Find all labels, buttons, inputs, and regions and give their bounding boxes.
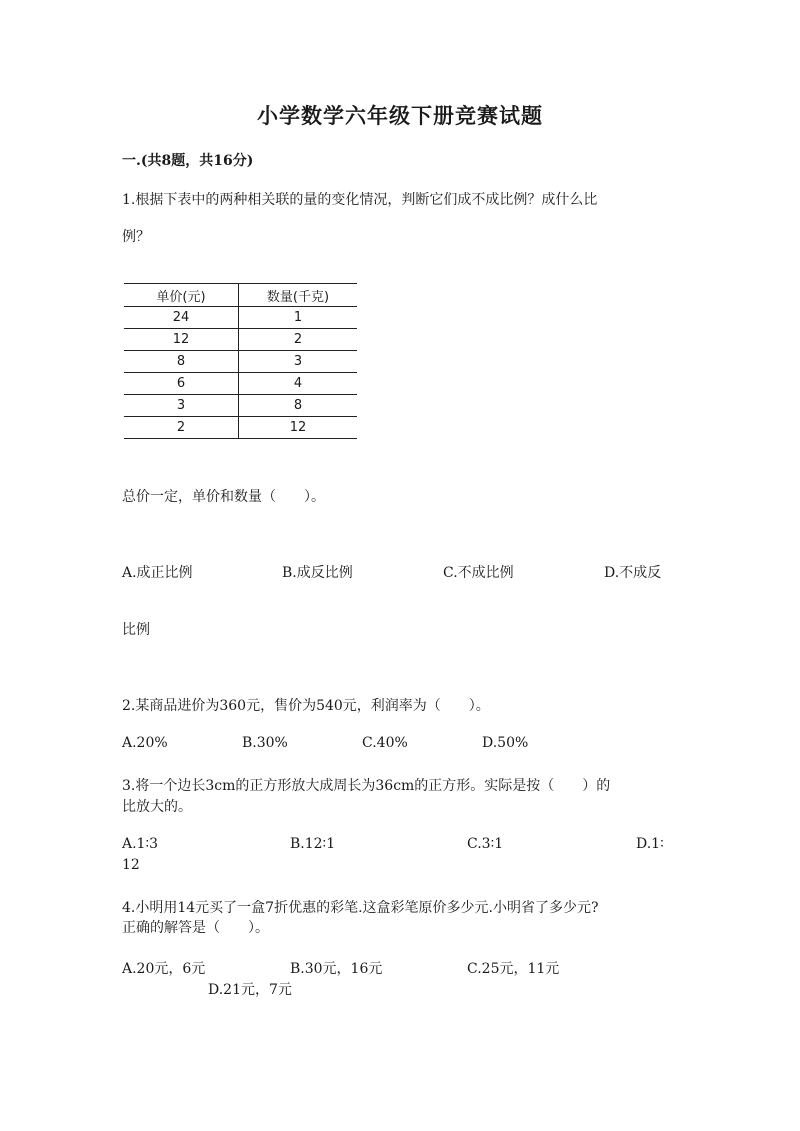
question-1-statement: 总价一定，单价和数量（ ）。 — [122, 489, 325, 505]
table-row — [124, 373, 357, 395]
table-row — [124, 329, 357, 351]
question-1-text-line1: 1.根据下表中的两种相关联的量的变化情况，判断它们成不成比例？成什么比 — [122, 192, 598, 208]
table-cell: 6 — [124, 373, 239, 395]
question-2-option-c[interactable]: C.40% — [362, 735, 408, 751]
question-2-text: 2.某商品进价为360元，售价为540元，利润率为（ ）。 — [122, 698, 490, 714]
table-row — [124, 395, 357, 417]
question-4-text-line2: 正确的解答是（ ）。 — [122, 920, 269, 936]
question-4-option-a[interactable]: A.20元，6元 — [122, 961, 206, 977]
price-quantity-table — [124, 283, 357, 439]
question-1-option-c[interactable]: C.不成比例 — [443, 565, 514, 581]
table-row — [124, 307, 357, 329]
table-cell: 8 — [124, 351, 239, 373]
table-cell: 24 — [124, 307, 239, 329]
table-cell: 2 — [124, 417, 239, 439]
table-row — [124, 417, 357, 439]
question-3-option-c[interactable]: C.3∶1 — [467, 836, 504, 852]
table-cell: 3 — [239, 351, 358, 373]
question-3-text-line1: 3.将一个边长3cm的正方形放大成周长为36cm的正方形。实际是按（ ）的 — [122, 778, 611, 794]
question-1-option-d-continued: 比例 — [122, 622, 150, 638]
page-title: 小学数学六年级下册竞赛试题 — [257, 103, 543, 128]
question-4-text-line1: 4.小明用14元买了一盒7折优惠的彩笔.这盒彩笔原价多少元.小明省了多少元? — [122, 900, 599, 916]
table-cell: 8 — [239, 395, 358, 417]
table-header-unit-price: 单价(元) — [124, 284, 239, 307]
table-cell: 2 — [239, 329, 358, 351]
question-3-text-line2: 比放大的。 — [122, 799, 192, 815]
question-1-option-d[interactable]: D.不成反 — [604, 565, 662, 581]
table-cell: 12 — [124, 329, 239, 351]
table-cell: 12 — [239, 417, 358, 439]
question-3-option-b[interactable]: B.12∶1 — [290, 836, 336, 852]
question-4-option-b[interactable]: B.30元，16元 — [290, 961, 383, 977]
question-3-option-d[interactable]: D.1∶ — [636, 836, 664, 852]
question-3-option-d-continued: 12 — [122, 857, 140, 873]
question-1-option-a[interactable]: A.成正比例 — [122, 565, 193, 581]
question-4-option-c[interactable]: C.25元，11元 — [467, 961, 560, 977]
question-1-text-line2: 例？ — [122, 229, 150, 245]
table-header-quantity: 数量(千克) — [239, 284, 358, 307]
table-cell: 1 — [239, 307, 358, 329]
question-1-option-b[interactable]: B.成反比例 — [282, 565, 353, 581]
table-cell: 3 — [124, 395, 239, 417]
table-row — [124, 351, 357, 373]
table-cell: 4 — [239, 373, 358, 395]
question-2-option-b[interactable]: B.30% — [242, 735, 288, 751]
question-2-option-d[interactable]: D.50% — [482, 735, 529, 751]
table-header-row — [124, 284, 357, 307]
question-3-option-a[interactable]: A.1∶3 — [122, 836, 159, 852]
question-2-option-a[interactable]: A.20% — [122, 735, 168, 751]
section-heading: 一.(共8题，共16分) — [122, 153, 254, 169]
question-4-option-d[interactable]: D.21元，7元 — [208, 982, 292, 998]
